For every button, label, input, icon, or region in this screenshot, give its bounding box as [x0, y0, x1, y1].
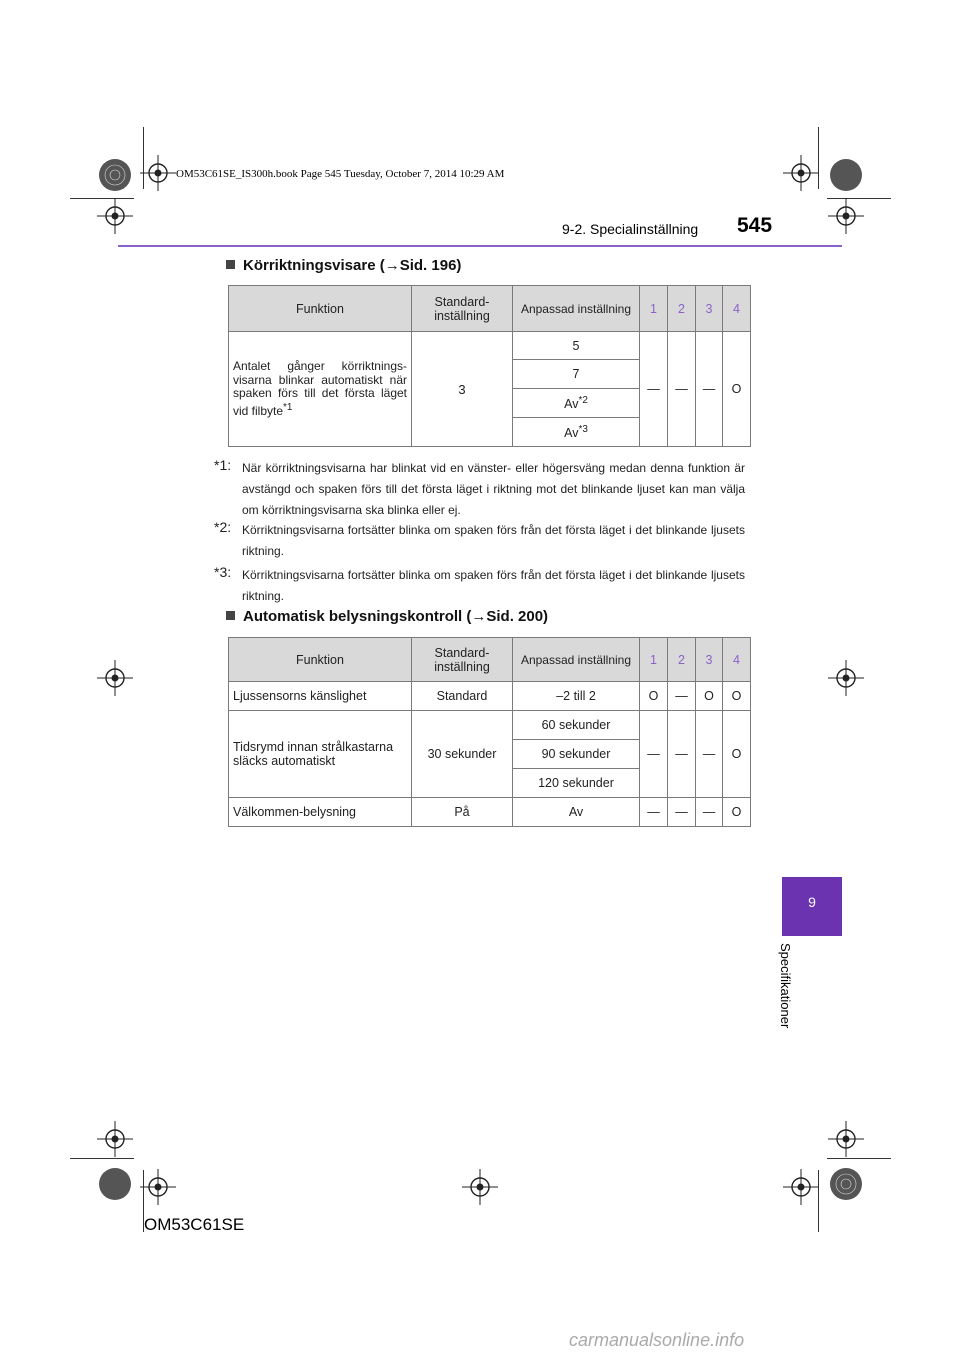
function-text: Ljussensorns känslighet: [229, 682, 412, 711]
book-info: OM53C61SE_IS300h.book Page 545 Tuesday, October 7, 2014 10:29 AM: [176, 168, 505, 180]
col-custom: Anpassad inställning: [513, 286, 640, 332]
watermark: carmanualsonline.info: [569, 1330, 745, 1350]
option-value: Av$^{*2}$: [513, 389, 640, 418]
model-4-mark: O: [723, 332, 751, 447]
table-row: [229, 798, 751, 827]
default-value: På: [412, 798, 513, 827]
col-model-4: 4: [723, 638, 751, 682]
default-value: 30 sekunder: [412, 711, 513, 798]
col-function: Funktion: [229, 638, 412, 682]
footnote-mark: *1:: [214, 457, 232, 473]
footnote-mark: *3:: [214, 564, 232, 580]
lighting-heading-text: Automatisk belysningskontroll (→Sid. 200): [243, 608, 549, 625]
col-custom: Anpassad inställning: [513, 638, 640, 682]
crop-mark: [70, 1158, 134, 1159]
model-3-mark: —: [696, 798, 723, 827]
function-text: Tidsrymd innan strålkastarna släcks automatiskt: [229, 711, 412, 798]
chapter-label-text: Specifikationer: [778, 943, 793, 1029]
model-2-mark: —: [668, 711, 696, 798]
model-2-mark: —: [668, 798, 696, 827]
model-1-mark: —: [640, 332, 668, 447]
function-cell: [229, 332, 412, 447]
model-3-mark: O: [696, 682, 723, 711]
indicator-table: [228, 285, 751, 447]
chapter-number-tab: 9: [782, 877, 842, 936]
crosshair-mark-icon: [97, 660, 133, 696]
section-title: 9-2. Specialinställning: [562, 221, 699, 237]
model-3-mark: —: [696, 332, 723, 447]
function-text: Välkommen-belysning: [229, 798, 412, 827]
registration-mark-icon: [828, 1166, 864, 1202]
registration-mark-icon: [97, 157, 133, 193]
option-value: 5: [513, 332, 640, 360]
lighting-heading: [226, 608, 548, 625]
crosshair-mark-icon: [783, 155, 819, 191]
option-value: Av$^{*3}$: [513, 418, 640, 447]
model-2-mark: —: [668, 682, 696, 711]
col-model-3: 3: [696, 638, 723, 682]
option-value: 7: [513, 360, 640, 389]
model-4-mark: O: [723, 798, 751, 827]
option-value: 60 sekunder: [513, 711, 640, 740]
crosshair-mark-icon: [828, 198, 864, 234]
footnote: [214, 519, 745, 562]
function-text: Antalet gånger körriktningsvisarna blinkar automatiskt när spaken förs till det första läget vid filbyte: [233, 359, 407, 418]
col-function: Funktion: [229, 286, 412, 332]
chapter-label: [778, 943, 803, 1039]
footnote-text: Körriktningsvisarna fortsätter blinka om spaken förs från det första läget i det blinkande ljusets riktning.: [242, 523, 745, 558]
registration-mark-icon: [97, 1166, 133, 1202]
model-4-mark: O: [723, 711, 751, 798]
custom-value: –2 till 2: [513, 682, 640, 711]
manual-code: OM53C61SE: [144, 1215, 245, 1234]
footnote-text: När körriktningsvisarna har blinkat vid en vänster- eller högersväng medan denna funktion är avstängd och spaken förs till det första läget i riktning mot det blinkande ljuset kan man välja om körriktningsvisarna ska blinka eller ej.: [242, 461, 745, 517]
crosshair-mark-icon: [97, 1121, 133, 1157]
table-row: [229, 711, 751, 740]
crosshair-mark-icon: [97, 198, 133, 234]
indicator-heading: [226, 257, 461, 274]
col-model-4: 4: [723, 286, 751, 332]
option-value: 90 sekunder: [513, 740, 640, 769]
table-row: [229, 682, 751, 711]
crosshair-mark-icon: [140, 1169, 176, 1205]
footnote-mark: *2:: [214, 519, 232, 535]
indicator-heading-text: Körriktningsvisare (→Sid. 196): [243, 257, 462, 274]
col-default: Standard- inställning: [412, 638, 513, 682]
model-1-mark: O: [640, 682, 668, 711]
col-model-2: 2: [668, 638, 696, 682]
model-3-mark: —: [696, 711, 723, 798]
model-1-mark: —: [640, 711, 668, 798]
lighting-table: [228, 637, 751, 827]
crosshair-mark-icon: [783, 1169, 819, 1205]
crosshair-mark-icon: [462, 1169, 498, 1205]
registration-mark-icon: [828, 157, 864, 193]
crosshair-mark-icon: [828, 1121, 864, 1157]
option-value: 120 sekunder: [513, 769, 640, 798]
footnote-ref: *2: [578, 394, 588, 406]
col-default: Standard- inställning: [412, 286, 513, 332]
page-number: 545: [737, 214, 773, 237]
footnote-ref: *3: [578, 423, 588, 435]
footnote-text: Körriktningsvisarna fortsätter blinka om spaken förs från det första läget i det blinkande ljusets riktning.: [242, 568, 745, 603]
crosshair-mark-icon: [828, 660, 864, 696]
model-2-mark: —: [668, 332, 696, 447]
default-value: 3: [412, 332, 513, 447]
model-1-mark: —: [640, 798, 668, 827]
footnote: [214, 457, 745, 521]
footnote: [214, 564, 745, 607]
crop-mark: [827, 1158, 891, 1159]
col-model-3: 3: [696, 286, 723, 332]
custom-value: Av: [513, 798, 640, 827]
square-bullet-icon: [226, 611, 235, 620]
square-bullet-icon: [226, 260, 235, 269]
footnote-ref: *1: [283, 401, 293, 413]
col-model-2: 2: [668, 286, 696, 332]
default-value: Standard: [412, 682, 513, 711]
col-model-1: 1: [640, 638, 668, 682]
col-model-1: 1: [640, 286, 668, 332]
header-rule: [118, 245, 842, 247]
model-4-mark: O: [723, 682, 751, 711]
crosshair-mark-icon: [140, 155, 176, 191]
